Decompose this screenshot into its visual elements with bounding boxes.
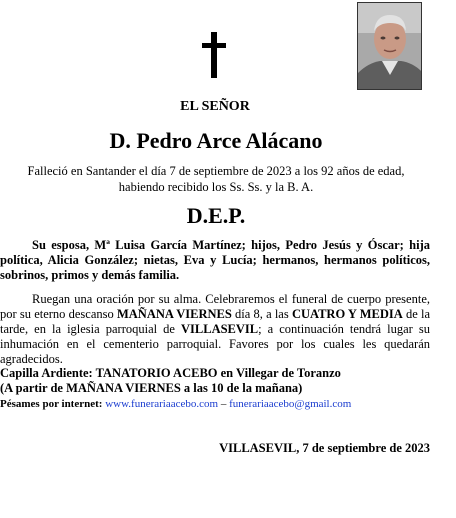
- family-paragraph: Su esposa, Mª Luisa García Martínez; hijos, Pedro Jesús y Óscar; hija política, Alicia González; nietas, Eva y Lucía; hermanos, hermanos políticos, sobrinos, primos y demás familia.: [0, 238, 430, 282]
- funeral-text-4: ; a continuación tendrá lugar su inhumación en el cementerio parroquial. Favores por los cuales les quedarán agradecidos.: [0, 322, 430, 366]
- funeral-text-2: día 8, a las: [231, 307, 292, 321]
- deceased-photo: [357, 2, 422, 90]
- death-notice: [0, 163, 432, 195]
- place-date: VILLASEVIL, 7 de septiembre de 2023: [219, 441, 430, 455]
- condolences-line: [0, 397, 351, 412]
- funeral-text-3: de la tarde, en la iglesia parroquial de: [0, 307, 431, 336]
- funeral-text-1: Ruegan una oración por su alma. Celebraremos el funeral de cuerpo presente, por su eterno descanso: [0, 292, 430, 321]
- funeral-time: CUATRO Y MEDIA: [291, 307, 403, 321]
- title-label: EL SEÑOR: [180, 99, 250, 114]
- deceased-name: D. Pedro Arce Alácano: [109, 128, 323, 153]
- dep-heading: D.E.P.: [186, 203, 246, 228]
- condolences-separator: –: [218, 398, 230, 410]
- funeral-paragraph: [0, 292, 430, 367]
- cross-icon: [200, 32, 228, 78]
- death-notice-line1: Falleció en Santander el día 7 de septiembre de 2023 a los 92 años de edad,: [27, 164, 405, 178]
- condolences-label: Pésames por internet:: [0, 398, 103, 410]
- portrait-image: [358, 3, 422, 90]
- chapel-line: Capilla Ardiente: TANATORIO ACEBO en Villegar de Toranzo: [0, 366, 341, 380]
- website-link[interactable]: www.funerariaacebo.com: [105, 398, 219, 410]
- funeral-place: VILLASEVIL: [181, 322, 259, 336]
- funeral-day: MAÑANA VIERNES: [116, 307, 232, 321]
- death-notice-line2: habiendo recibido los Ss. Ss. y la B. A.: [118, 180, 314, 194]
- email-link[interactable]: funerariaacebo@gmail.com: [229, 398, 352, 410]
- chapel-hours: (A partir de MAÑANA VIERNES a las 10 de la mañana): [0, 381, 303, 395]
